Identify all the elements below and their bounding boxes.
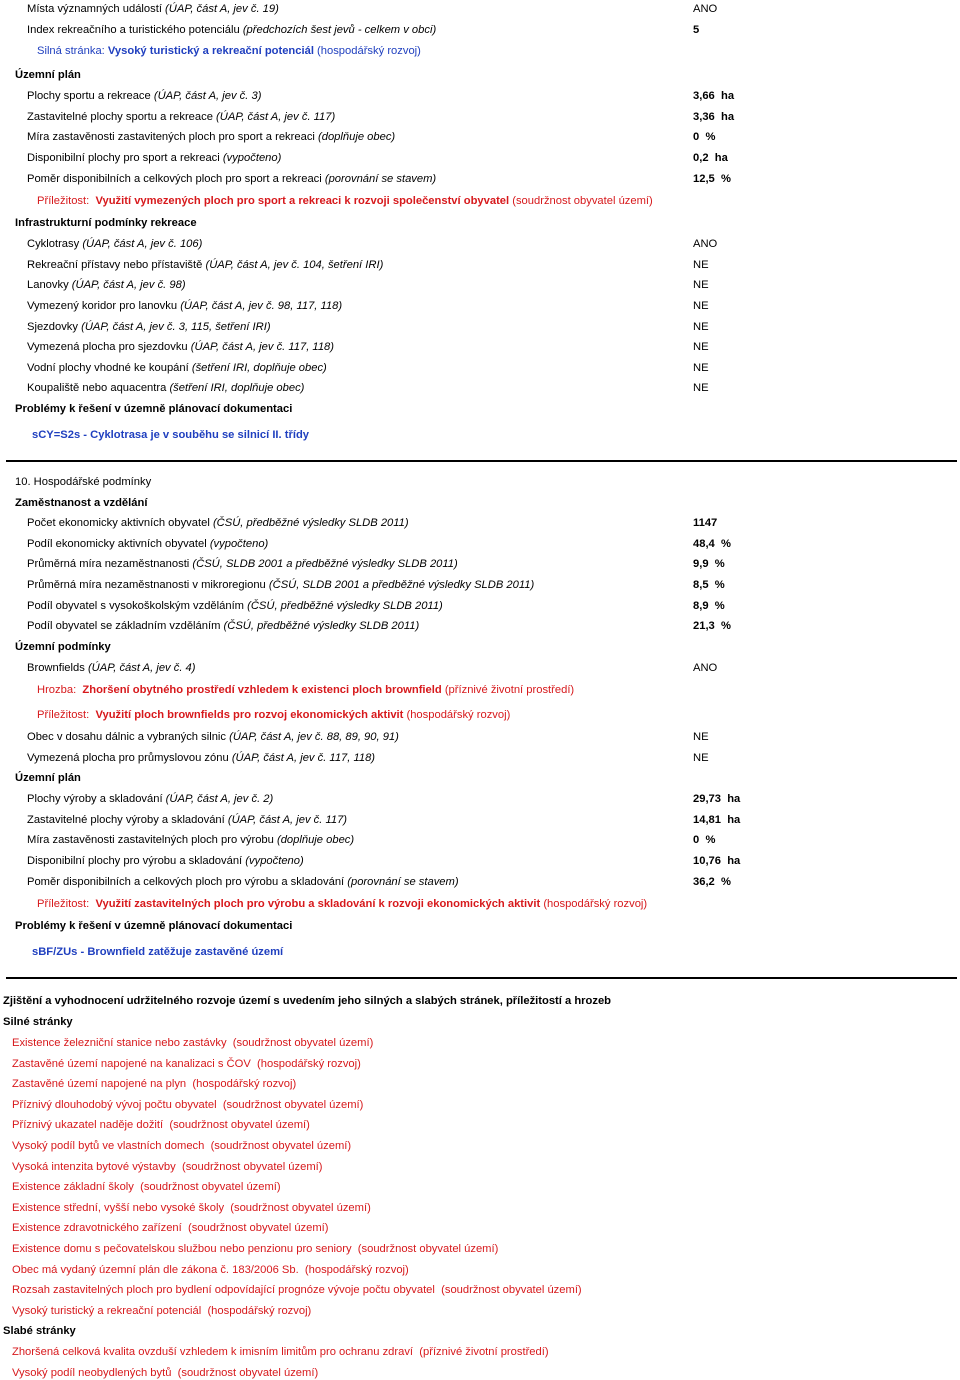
list-item-text: Zhoršená celková kvalita ovzduší vzhledem k imisním limitům pro ochranu zdraví <box>12 1346 414 1358</box>
value-koridor-lanovka: NE <box>693 300 709 312</box>
section-divider-1 <box>6 460 957 462</box>
list-item-text: Vysoký podíl bytů ve vlastních domech <box>12 1140 205 1152</box>
list-item-category: (soudržnost obyvatel území) <box>357 1243 499 1255</box>
value-brownfields: ANO <box>693 662 718 674</box>
list-item-text: Vysoký podíl neobydlených bytů <box>12 1367 172 1379</box>
row-zastavitelne-sport: Zastavitelné plochy sportu a rekreace (ÚAP, část A, jev č. 117) <box>27 111 336 123</box>
list-item <box>12 1057 361 1071</box>
list-item-text: Existence železniční stanice nebo zastávky <box>12 1037 227 1049</box>
list-item-text: Příznivý dlouhodobý vývoj počtu obyvatel <box>12 1098 217 1111</box>
value-cyklotrasy: ANO <box>693 238 718 250</box>
row-pomer-sport: Poměr disponibilních a celkových ploch pro sport a rekreaci (porovnání se stavem) <box>27 173 437 185</box>
opportunity-note-sport: Příležitost: Využití vymezených ploch pro sport a rekreaci k rozvoji společenství obyvatel (soudržnost obyvatel území) <box>37 195 653 207</box>
row-nezamestnanost-mikroregion: Průměrná míra nezaměstnanosti v mikroregionu (ČSÚ, SLDB 2001 a předběžné výsledky SLDB 2011) <box>27 579 535 591</box>
row-vysokoskolske: Podíl obyvatel s vysokoškolským vzděláním (ČSÚ, předběžné výsledky SLDB 2011) <box>27 600 443 612</box>
row-ekonomicky-aktivni: Počet ekonomicky aktivních obyvatel (ČSÚ, předběžné výsledky SLDB 2011) <box>27 517 409 529</box>
problem-brownfield: sBF/ZUs - Brownfield zatěžuje zastavěné území <box>32 946 284 958</box>
value-vodni-plochy: NE <box>693 362 709 374</box>
list-item-category: (soudržnost obyvatel území) <box>169 1119 310 1132</box>
row-mista-udalosti: Místa významných událostí (ÚAP, část A, jev č. 19) <box>27 3 279 15</box>
value-vysokoskolske: 8,9 % <box>693 600 725 612</box>
list-item-text: Existence zdravotnického zařízení <box>12 1222 182 1235</box>
row-podil-aktivnich: Podíl ekonomicky aktivních obyvatel (vypočteno) <box>27 538 269 550</box>
row-plochy-sportu: Plochy sportu a rekreace (ÚAP, část A, jev č. 3) <box>27 90 262 102</box>
row-mira-zastavenosti-vyroba: Míra zastavěnosti zastavitelných ploch pro výrobu (doplňuje obec) <box>27 834 355 846</box>
value-dosah-dalnic: NE <box>693 731 709 743</box>
row-plocha-sjezdovka: Vymezená plocha pro sjezdovku (ÚAP, část A, jev č. 117, 118) <box>27 341 334 353</box>
strength-note: Silná stránka: Vysoký turistický a rekreační potenciál (hospodářský rozvoj) <box>37 45 421 57</box>
heading-uzemni-plan-1: Územní plán <box>15 69 81 81</box>
threat-note-brownfield: Hrozba: Zhoršení obytného prostředí vzhledem k existenci ploch brownfield (příznivé životní prostředí) <box>37 684 575 696</box>
list-item <box>12 1098 363 1112</box>
heading-uzemni-plan-2: Územní plán <box>15 772 81 784</box>
opportunity-note-brownfield: Příležitost: Využití ploch brownfields pro rozvoj ekonomických aktivit (hospodářský rozvoj) <box>37 709 511 721</box>
list-item <box>12 1263 409 1277</box>
list-item <box>12 1345 549 1359</box>
row-prumyslova-zona: Vymezená plocha pro průmyslovou zónu (ÚAP, část A, jev č. 117, 118) <box>27 752 376 764</box>
list-item-category: (soudržnost obyvatel území) <box>140 1181 281 1194</box>
value-mira-zastavenosti-vyroba: 0 % <box>693 834 716 846</box>
row-index-potencialu: Index rekreačního a turistického potenciálu (předchozích šest jevů - celkem v obci) <box>27 24 437 36</box>
list-item-text: Existence základní školy <box>12 1181 134 1194</box>
row-koridor-lanovka: Vymezený koridor pro lanovku (ÚAP, část A, jev č. 98, 117, 118) <box>27 300 343 312</box>
row-disponibilni-vyroba: Disponibilní plochy pro výrobu a skladování (vypočteno) <box>27 855 304 867</box>
value-index-potencialu: 5 <box>693 24 700 36</box>
heading-problemy-2: Problémy k řešení v územně plánovací dokumentaci <box>15 920 293 932</box>
list-item-category: (hospodářský rozvoj) <box>257 1057 361 1070</box>
value-plocha-sjezdovka: NE <box>693 341 709 353</box>
list-item-category: (soudržnost obyvatel území) <box>210 1140 352 1152</box>
list-item-category: (hospodářský rozvoj) <box>192 1078 297 1091</box>
row-nezamestnanost: Průměrná míra nezaměstnanosti (ČSÚ, SLDB 2001 a předběžné výsledky SLDB 2011) <box>27 558 458 570</box>
row-brownfields: Brownfields (ÚAP, část A, jev č. 4) <box>27 662 196 674</box>
row-vodni-plochy: Vodní plochy vhodné ke koupání (šetření IRI, doplňuje obec) <box>27 362 327 374</box>
value-pomer-sport: 12,5 % <box>693 173 731 185</box>
list-item-text: Obec má vydaný územní plán dle zákona č. 183/2006 Sb. <box>12 1263 299 1276</box>
value-sjezdovky: NE <box>693 321 709 333</box>
row-cyklotrasy: Cyklotrasy (ÚAP, část A, jev č. 106) <box>27 238 203 250</box>
heading-zamestnanost: Zaměstnanost a vzdělání <box>15 497 148 509</box>
list-item <box>12 1118 310 1132</box>
section-divider-2 <box>6 977 957 979</box>
row-zastavitelne-vyroba: Zastavitelné plochy výroby a skladování (ÚAP, část A, jev č. 117) <box>27 814 348 826</box>
value-koupaliste: NE <box>693 382 709 394</box>
value-mira-zastavenosti-sport: 0 % <box>693 131 716 143</box>
value-zakladni-vzdelani: 21,3 % <box>693 620 731 632</box>
list-item <box>12 1221 329 1235</box>
value-prumyslova-zona: NE <box>693 752 709 764</box>
list-item-text: Existence střední, vyšší nebo vysoké školy <box>12 1201 225 1214</box>
list-item <box>12 1242 498 1256</box>
value-pomer-vyroba: 36,2 % <box>693 876 731 888</box>
heading-slabe-stranky: Slabé stránky <box>3 1325 76 1337</box>
value-nezamestnanost: 9,9 % <box>693 558 725 570</box>
list-item-category: (soudržnost obyvatel území) <box>177 1367 319 1379</box>
value-plochy-vyroby: 29,73 ha <box>693 793 741 805</box>
problem-cyklotrasa: sCY=S2s - Cyklotrasa je v souběhu se silnicí II. třídy <box>32 429 309 441</box>
list-item <box>12 1304 311 1318</box>
row-pristavy: Rekreační přístavy nebo přístaviště (ÚAP, část A, jev č. 104, šetření IRI) <box>27 259 384 271</box>
value-zastavitelne-sport: 3,36 ha <box>693 111 735 123</box>
row-koupaliste: Koupaliště nebo aquacentra (šetření IRI, doplňuje obec) <box>27 382 305 394</box>
value-pristavy: NE <box>693 259 709 271</box>
row-zakladni-vzdelani: Podíl obyvatel se základním vzděláním (ČSÚ, předběžné výsledky SLDB 2011) <box>27 620 420 632</box>
row-lanovky: Lanovky (ÚAP, část A, jev č. 98) <box>27 279 186 291</box>
list-item-text: Vysoká intenzita bytové výstavby <box>12 1160 176 1173</box>
heading-problemy-1: Problémy k řešení v územně plánovací dokumentaci <box>15 403 293 415</box>
value-lanovky: NE <box>693 279 709 291</box>
value-ekonomicky-aktivni: 1147 <box>693 517 718 529</box>
list-item-text: Rozsah zastavitelných ploch pro bydlení odpovídající prognóze vývoje počtu obyvatel <box>12 1284 435 1297</box>
list-item-text: Existence domu s pečovatelskou službou nebo penzionu pro seniory <box>12 1243 352 1255</box>
list-item <box>12 1283 582 1297</box>
list-item-category: (hospodářský rozvoj) <box>207 1304 312 1317</box>
value-disponibilni-vyroba: 10,76 ha <box>693 855 741 867</box>
value-podil-aktivnich: 48,4 % <box>693 538 731 550</box>
list-item-category: (soudržnost obyvatel území) <box>181 1160 323 1173</box>
list-item-text: Zastavěné území napojené na kanalizaci s ČOV <box>12 1057 251 1070</box>
list-item <box>12 1201 371 1215</box>
row-pomer-vyroba: Poměr disponibilních a celkových ploch pro výrobu a skladování (porovnání se stavem) <box>27 876 459 888</box>
row-sjezdovky: Sjezdovky (ÚAP, část A, jev č. 3, 115, šetření IRI) <box>27 321 271 333</box>
list-item-category: (soudržnost obyvatel území) <box>441 1284 582 1297</box>
list-item <box>12 1160 323 1174</box>
value-plochy-sportu: 3,66 ha <box>693 90 735 102</box>
list-item-category: (soudržnost obyvatel území) <box>222 1098 364 1111</box>
heading-silne-stranky: Silné stránky <box>3 1016 73 1028</box>
list-item-category: (soudržnost obyvatel území) <box>187 1222 329 1235</box>
list-item-category: (soudržnost obyvatel území) <box>232 1037 374 1049</box>
value-zastavitelne-vyroba: 14,81 ha <box>693 814 741 826</box>
list-item <box>12 1036 373 1050</box>
list-item <box>12 1077 296 1091</box>
section-title-swot: Zjištění a vyhodnocení udržitelného rozvoje území s uvedením jeho silných a slabých stránek, příležitostí a hrozeb <box>3 995 612 1007</box>
section-title-hospodarske: 10. Hospodářské podmínky <box>15 476 152 488</box>
heading-infrastruktura: Infrastrukturní podmínky rekreace <box>15 217 197 229</box>
opportunity-note-vyroba: Příležitost: Využití zastavitelných ploch pro výrobu a skladování k rozvoji ekonomických aktivit (hospodářský rozvoj) <box>37 898 648 910</box>
row-mira-zastavenosti-sport: Míra zastavěnosti zastavitených ploch pro sport a rekreaci (doplňuje obec) <box>27 131 396 143</box>
list-item-category: (soudržnost obyvatel území) <box>230 1201 371 1214</box>
value-nezamestnanost-mikroregion: 8,5 % <box>693 579 725 591</box>
row-dosah-dalnic: Obec v dosahu dálnic a vybraných silnic (ÚAP, část A, jev č. 88, 89, 90, 91) <box>27 731 399 743</box>
row-disponibilni-sport: Disponibilní plochy pro sport a rekreaci (vypočteno) <box>27 152 282 164</box>
list-item <box>12 1366 318 1380</box>
list-item-text: Zastavěné území napojené na plyn <box>12 1078 187 1091</box>
list-item-category: (příznivé životní prostředí) <box>419 1346 549 1358</box>
list-item <box>12 1180 281 1194</box>
list-item <box>12 1139 351 1153</box>
heading-uzemni-podminky: Územní podmínky <box>15 641 111 653</box>
value-mista-udalosti: ANO <box>693 3 718 15</box>
value-disponibilni-sport: 0,2 ha <box>693 152 728 164</box>
list-item-text: Příznivý ukazatel naděje dožití <box>12 1119 164 1132</box>
list-item-text: Vysoký turistický a rekreační potenciál <box>12 1304 202 1317</box>
list-item-category: (hospodářský rozvoj) <box>304 1263 409 1276</box>
row-plochy-vyroby: Plochy výroby a skladování (ÚAP, část A, jev č. 2) <box>27 793 274 805</box>
